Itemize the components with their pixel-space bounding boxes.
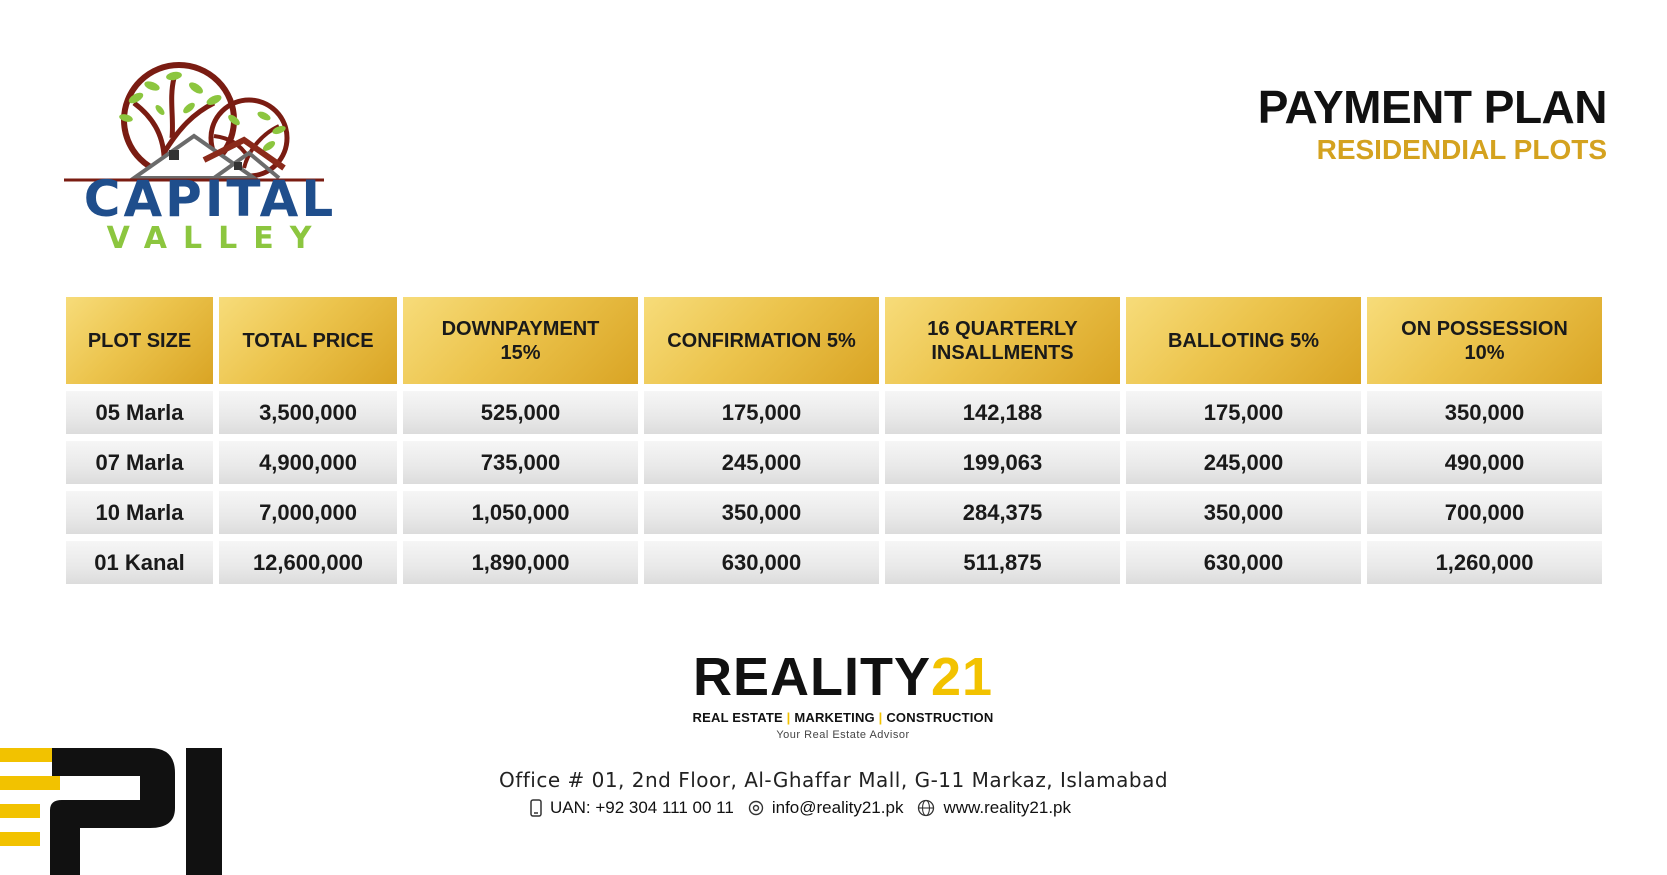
table-row <box>66 391 1602 434</box>
brand-advisor: Your Real Estate Advisor <box>776 729 910 741</box>
cell-plot-size: 10 Marla <box>66 491 213 534</box>
header-plot-size: PLOT SIZE <box>66 297 213 384</box>
page-subtitle: RESIDENDIAL PLOTS <box>1316 134 1607 165</box>
cell-on-possession: 350,000 <box>1367 391 1602 434</box>
page-header <box>1257 81 1607 165</box>
email-item <box>748 798 904 818</box>
brand-name: REALITY21 <box>692 647 994 707</box>
cell-quarterly: 511,875 <box>885 541 1120 584</box>
logo-subtitle: VALLEY <box>106 221 328 256</box>
website-item <box>917 798 1071 818</box>
phone-number: UAN: +92 304 111 00 11 <box>550 798 734 817</box>
contact-bar <box>530 798 1085 818</box>
table-row <box>66 441 1602 484</box>
cell-plot-size: 01 Kanal <box>66 541 213 584</box>
header-downpayment: DOWNPAYMENT 15% <box>403 297 638 384</box>
payment-plan-table <box>66 297 1602 584</box>
cell-confirmation: 350,000 <box>644 491 879 534</box>
tree-house-logo-icon <box>64 58 356 188</box>
phone-item <box>530 798 734 818</box>
cell-confirmation: 175,000 <box>644 391 879 434</box>
header-quarterly-installments: 16 QUARTERLY INSALLMENTS <box>885 297 1120 384</box>
cell-plot-size: 05 Marla <box>66 391 213 434</box>
cell-plot-size: 07 Marla <box>66 441 213 484</box>
header-on-possession: ON POSSESSION 10% <box>1367 297 1602 384</box>
cell-downpayment: 1,050,000 <box>403 491 638 534</box>
cell-balloting: 630,000 <box>1126 541 1361 584</box>
cell-on-possession: 1,260,000 <box>1367 541 1602 584</box>
mobile-phone-icon <box>530 799 542 817</box>
table-row <box>66 541 1602 584</box>
reality21-logo <box>683 647 1003 741</box>
cell-balloting: 350,000 <box>1126 491 1361 534</box>
office-address: Office # 01, 2nd Floor, Al-Ghaffar Mall, G-11 Markaz, Islamabad <box>498 768 1169 792</box>
header-total-price: TOTAL PRICE <box>219 297 397 384</box>
cell-total-price: 7,000,000 <box>219 491 397 534</box>
cell-downpayment: 735,000 <box>403 441 638 484</box>
cell-downpayment: 525,000 <box>403 391 638 434</box>
big-21-graphic <box>0 748 222 875</box>
email-link[interactable]: info@reality21.pk <box>771 798 904 817</box>
table-header-row <box>66 297 1602 384</box>
header-confirmation: CONFIRMATION 5% <box>644 297 879 384</box>
cell-quarterly: 284,375 <box>885 491 1120 534</box>
cell-balloting: 245,000 <box>1126 441 1361 484</box>
cell-total-price: 4,900,000 <box>219 441 397 484</box>
brand-tagline: REAL ESTATE | MARKETING | CONSTRUCTION <box>692 710 994 725</box>
cell-on-possession: 490,000 <box>1367 441 1602 484</box>
page-title: PAYMENT PLAN <box>1257 81 1607 133</box>
at-sign-icon <box>748 800 764 816</box>
globe-icon <box>917 799 935 817</box>
cell-confirmation: 245,000 <box>644 441 879 484</box>
cell-balloting: 175,000 <box>1126 391 1361 434</box>
cell-downpayment: 1,890,000 <box>403 541 638 584</box>
website-link[interactable]: www.reality21.pk <box>943 798 1072 817</box>
table-row <box>66 491 1602 534</box>
header-balloting: BALLOTING 5% <box>1126 297 1361 384</box>
cell-total-price: 12,600,000 <box>219 541 397 584</box>
cell-confirmation: 630,000 <box>644 541 879 584</box>
logo-title: CAPITAL <box>83 170 337 228</box>
capital-valley-logo <box>64 58 356 254</box>
cell-total-price: 3,500,000 <box>219 391 397 434</box>
cell-on-possession: 700,000 <box>1367 491 1602 534</box>
cell-quarterly: 199,063 <box>885 441 1120 484</box>
cell-quarterly: 142,188 <box>885 391 1120 434</box>
